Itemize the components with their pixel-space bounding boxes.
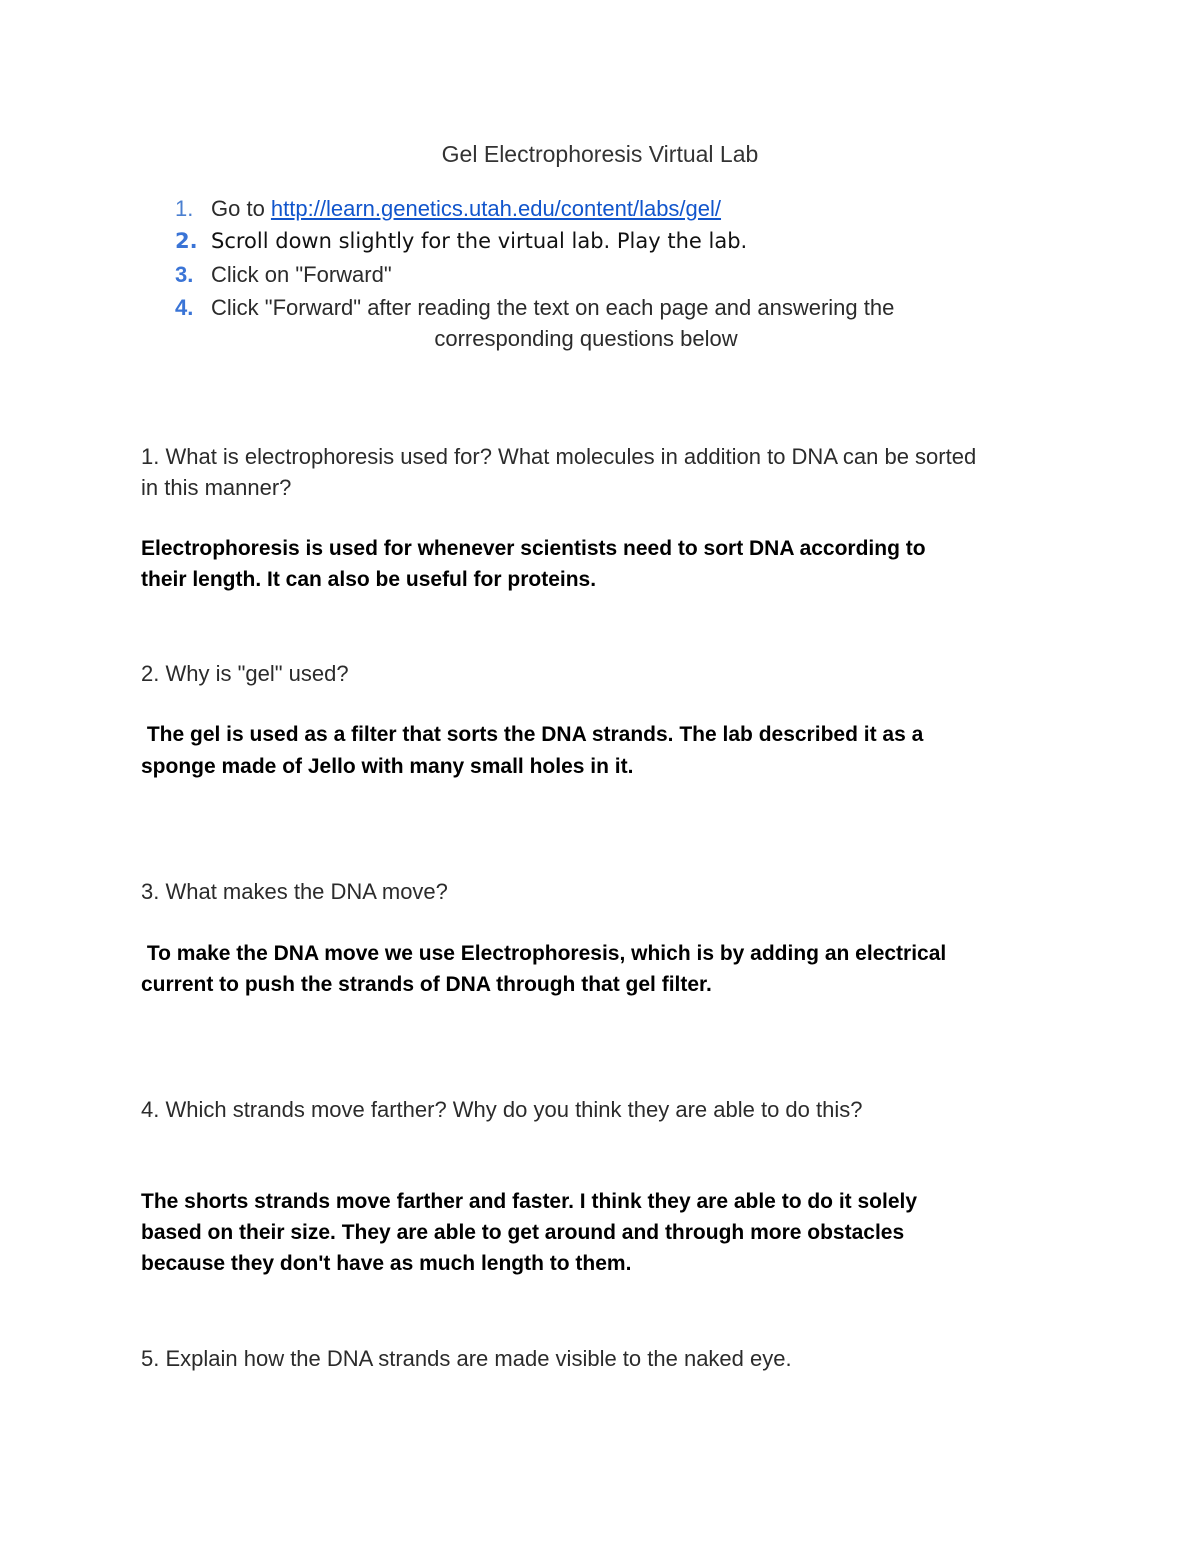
answer-1-line-2: their length. It can also be useful for proteins.	[141, 568, 597, 591]
step-2-number: 2.	[175, 229, 198, 253]
question-1-line-1: 1. What is electrophoresis used for? What molecules in addition to DNA can be sorted	[141, 444, 977, 469]
step-3-text: Click on "Forward"	[211, 262, 392, 287]
answer-1-line-1: Electrophoresis is used for whenever scientists need to sort DNA according to	[141, 537, 926, 560]
answer-2-line-1: The gel is used as a filter that sorts the DNA strands. The lab described it as a	[141, 723, 924, 746]
step-3-number: 3.	[175, 262, 194, 287]
answer-3-line-1: To make the DNA move we use Electrophoresis, which is by adding an electrical	[141, 942, 947, 965]
step-4-text: Click "Forward" after reading the text on each page and answering the	[211, 295, 895, 320]
step-1	[175, 196, 721, 222]
step-3	[175, 262, 392, 288]
answer-4-line-3: because they don't have as much length to them.	[141, 1252, 632, 1275]
answer-2-line-2: sponge made of Jello with many small holes in it.	[141, 755, 634, 778]
answer-4-line-2: based on their size. They are able to get around and through more obstacles	[141, 1221, 905, 1244]
step-1-prefix: Go to	[211, 196, 271, 221]
step-2-text: Scroll down slightly for the virtual lab. Play the lab.	[211, 229, 748, 253]
answer-4-line-1: The shorts strands move farther and faster. I think they are able to do it solely	[141, 1190, 918, 1213]
question-5: 5. Explain how the DNA strands are made visible to the naked eye.	[141, 1346, 792, 1371]
page-title: Gel Electrophoresis Virtual Lab	[441, 141, 759, 167]
step-4-number: 4.	[175, 295, 194, 320]
question-2: 2. Why is "gel" used?	[141, 661, 349, 686]
question-3: 3. What makes the DNA move?	[141, 879, 448, 904]
lab-link[interactable]: http://learn.genetics.utah.edu/content/labs/gel/	[270, 196, 722, 221]
step-2	[175, 229, 747, 253]
question-1-line-2: in this manner?	[141, 475, 292, 500]
step-4-continuation: corresponding questions below	[434, 326, 738, 351]
question-4: 4. Which strands move farther? Why do you think they are able to do this?	[141, 1097, 863, 1122]
answer-3-line-2: current to push the strands of DNA through that gel filter.	[141, 973, 712, 996]
step-4	[175, 295, 894, 321]
step-1-number: 1.	[175, 196, 194, 221]
